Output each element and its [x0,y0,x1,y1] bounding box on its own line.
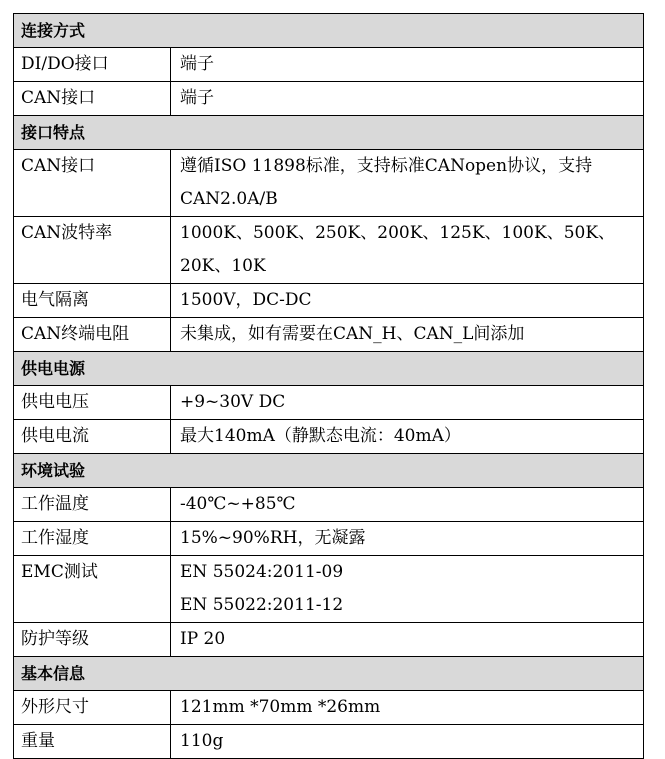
table-row [14,48,644,82]
row-value-line: 121mm *70mm *26mm [180,697,381,717]
row-value [171,318,644,352]
row-label: CAN波特率 [14,217,171,284]
row-label: 供电电压 [14,386,171,420]
row-value-line: 端子 [180,88,214,108]
row-value [171,386,644,420]
row-value-line: 未集成，如有需要在CAN_H、CAN_L间添加 [180,324,525,344]
row-label: CAN终端电阻 [14,318,171,352]
table-row [14,420,644,454]
row-value [171,556,644,623]
table-row [14,284,644,318]
section-header-row [14,657,644,691]
table-row [14,150,644,217]
row-value [171,48,644,82]
row-value-line: 1000K、500K、250K、200K、125K、100K、50K、 [180,223,616,243]
row-value [171,488,644,522]
section-title: 接口特点 [14,116,644,150]
row-value-line: EN 55022:2011-12 [180,595,344,615]
spec-table [13,13,644,759]
section-header-row [14,116,644,150]
section-header-row [14,352,644,386]
row-value-line: +9~30V DC [180,392,286,412]
section-title: 连接方式 [14,14,644,48]
row-label: 工作温度 [14,488,171,522]
row-value-line: 1500V，DC-DC [180,290,312,310]
row-value [171,623,644,657]
row-label: CAN接口 [14,82,171,116]
row-value-line: IP 20 [180,629,226,649]
row-value-line: 15%~90%RH，无凝露 [180,528,366,548]
row-value [171,522,644,556]
row-label: 工作湿度 [14,522,171,556]
table-row [14,217,644,284]
row-label: 电气隔离 [14,284,171,318]
row-value-line: CAN2.0A/B [180,189,278,209]
table-row [14,725,644,759]
section-title: 环境试验 [14,454,644,488]
row-label: 重量 [14,725,171,759]
row-label: 防护等级 [14,623,171,657]
row-value [171,725,644,759]
row-value [171,691,644,725]
table-row [14,488,644,522]
row-value [171,420,644,454]
table-row [14,623,644,657]
row-value-line: 110g [180,731,224,751]
row-value-line: 20K、10K [180,256,266,276]
section-title: 供电电源 [14,352,644,386]
row-label: DI/DO接口 [14,48,171,82]
row-value-line: 遵循ISO 11898标准，支持标准CANopen协议，支持 [180,156,593,176]
table-row [14,386,644,420]
row-value [171,284,644,318]
row-label: 供电电流 [14,420,171,454]
table-row [14,82,644,116]
section-header-row [14,14,644,48]
table-row [14,556,644,623]
section-title: 基本信息 [14,657,644,691]
row-value-line: -40℃~+85℃ [180,494,296,514]
row-value [171,82,644,116]
row-label: 外形尺寸 [14,691,171,725]
spec-table-body [14,14,644,759]
row-value-line: EN 55024:2011-09 [180,562,344,582]
row-value [171,150,644,217]
section-header-row [14,454,644,488]
row-value-line: 最大140mA（静默态电流：40mA） [180,426,461,446]
row-value [171,217,644,284]
table-row [14,318,644,352]
row-label: CAN接口 [14,150,171,217]
table-row [14,691,644,725]
row-value-line: 端子 [180,54,214,74]
table-row [14,522,644,556]
row-label: EMC测试 [14,556,171,623]
